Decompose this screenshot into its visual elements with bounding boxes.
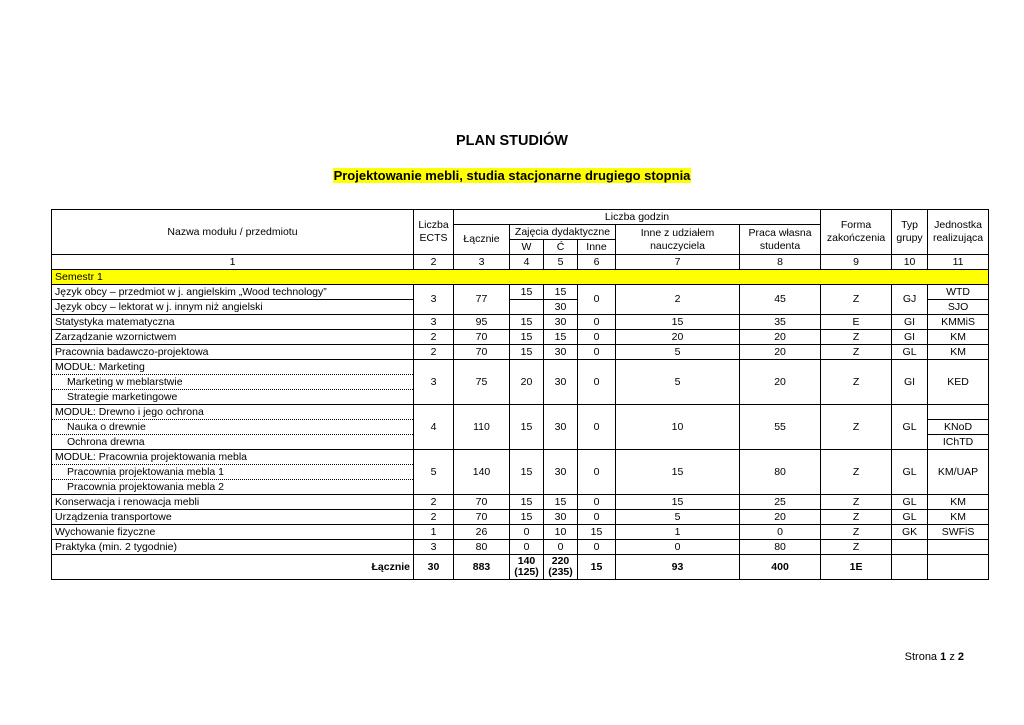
cell-udzial: 15 [616,450,740,495]
total-jednostka [928,555,989,580]
page-footer [905,651,964,663]
footer-total: 2 [957,651,964,663]
cell-inne: 15 [578,525,616,540]
cell-ects: 3 [414,285,454,315]
subject-name: Praktyka (min. 2 tygodnie) [52,540,414,555]
cell-lacznie: 70 [454,495,510,510]
cell-jednostka: KM [928,330,989,345]
cell-c: 0 [544,540,578,555]
table-row [52,495,989,510]
cell-forma: E [821,315,892,330]
cell-praca: 80 [740,540,821,555]
col-num: 2 [414,255,454,270]
total-w [510,555,544,580]
cell-forma: Z [821,285,892,315]
subject-name: Pracownia projektowania mebla 2 [52,480,414,495]
total-c-paren: (235) [548,566,573,578]
col-num: 4 [510,255,544,270]
header-inne: Inne [578,240,616,255]
cell-typ: GL [892,450,928,495]
cell-w: 15 [510,345,544,360]
cell-jednostka: IChTD [928,435,989,450]
col-num: 1 [52,255,414,270]
cell-inne: 0 [578,330,616,345]
col-num: 3 [454,255,510,270]
cell-udzial: 10 [616,405,740,450]
header-jednostka: Jednostka realizująca [928,210,989,255]
cell-c: 30 [544,405,578,450]
header-ects: Liczba ECTS [414,210,454,255]
cell-jednostka: KM [928,510,989,525]
cell-typ: GL [892,345,928,360]
cell-praca: 20 [740,345,821,360]
col-num: 8 [740,255,821,270]
semester-label: Semestr 1 [52,270,989,285]
program-subtitle-text: Projektowanie mebli, studia stacjonarne drugiego stopnia [333,168,691,183]
module-row [52,360,989,375]
cell-typ [892,540,928,555]
cell-typ: GL [892,510,928,525]
cell-forma: Z [821,495,892,510]
cell-inne: 0 [578,405,616,450]
cell-jednostka: KNoD [928,420,989,435]
header-zajecia: Zajęcia dydaktyczne [510,225,616,240]
cell-w: 20 [510,360,544,405]
column-number-row [52,255,989,270]
cell-c: 30 [544,510,578,525]
cell-udzial: 2 [616,285,740,315]
header-liczba-godzin: Liczba godzin [454,210,821,225]
cell-udzial: 20 [616,330,740,345]
cell-jednostka: KM/UAP [928,450,989,495]
cell-w: 15 [510,315,544,330]
cell-forma: Z [821,540,892,555]
header-typ: Typ grupy [892,210,928,255]
subject-name: Wychowanie fizyczne [52,525,414,540]
cell-lacznie: 70 [454,510,510,525]
col-num: 10 [892,255,928,270]
header-praca: Praca własna studenta [740,225,821,255]
total-lacznie: 883 [454,555,510,580]
subject-name: Statystyka matematyczna [52,315,414,330]
cell-ects: 4 [414,405,454,450]
total-w-value: 140 [517,555,536,567]
cell-typ: GJ [892,285,928,315]
total-w-paren: (125) [514,566,539,578]
cell-ects: 3 [414,315,454,330]
cell-jednostka [928,540,989,555]
module-row [52,450,989,465]
subject-name: Pracownia projektowania mebla 1 [52,465,414,480]
cell-praca: 20 [740,360,821,405]
cell-ects: 2 [414,495,454,510]
header-c: Ć [544,240,578,255]
cell-forma: Z [821,450,892,495]
cell-c: 15 [544,285,578,300]
cell-w: 15 [510,495,544,510]
table-row [52,540,989,555]
cell-lacznie: 26 [454,525,510,540]
total-typ [892,555,928,580]
cell-typ: GI [892,330,928,345]
cell-w: 15 [510,405,544,450]
cell-w: 0 [510,525,544,540]
cell-udzial: 5 [616,360,740,405]
total-c [544,555,578,580]
cell-inne: 0 [578,540,616,555]
cell-praca: 20 [740,510,821,525]
cell-jednostka: SJO [928,300,989,315]
cell-ects: 2 [414,345,454,360]
cell-ects: 2 [414,330,454,345]
table-row [52,525,989,540]
cell-praca: 25 [740,495,821,510]
header-w: W [510,240,544,255]
total-udzial: 93 [616,555,740,580]
cell-inne: 0 [578,495,616,510]
total-forma: 1E [821,555,892,580]
cell-inne: 0 [578,315,616,330]
cell-typ: GL [892,405,928,450]
header-inne-udzial: Inne z udziałem nauczyciela [616,225,740,255]
subject-name: Marketing w meblarstwie [52,375,414,390]
cell-jednostka: WTD [928,285,989,300]
col-num: 11 [928,255,989,270]
cell-inne: 0 [578,360,616,405]
module-name: MODUŁ: Marketing [52,360,414,375]
cell-w: 0 [510,540,544,555]
cell-jednostka: KM [928,495,989,510]
cell-w: 15 [510,330,544,345]
cell-w: 15 [510,450,544,495]
cell-forma: Z [821,360,892,405]
header-forma: Forma zakończenia [821,210,892,255]
subject-name: Pracownia badawczo-projektowa [52,345,414,360]
cell-praca: 0 [740,525,821,540]
total-praca: 400 [740,555,821,580]
cell-jednostka: KM [928,345,989,360]
cell-c: 15 [544,495,578,510]
cell-typ: GI [892,315,928,330]
cell-inne: 0 [578,345,616,360]
cell-ects: 3 [414,360,454,405]
col-num: 7 [616,255,740,270]
cell-praca: 45 [740,285,821,315]
cell-c: 15 [544,330,578,345]
col-num: 5 [544,255,578,270]
cell-praca: 80 [740,450,821,495]
total-row [52,555,989,580]
subject-name: Język obcy – lektorat w j. innym niż angielski [52,300,414,315]
subject-name: Język obcy – przedmiot w j. angielskim „Wood technology” [52,285,414,300]
cell-praca: 55 [740,405,821,450]
cell-w [510,300,544,315]
cell-w: 15 [510,285,544,300]
cell-ects: 3 [414,540,454,555]
subject-name: Urządzenia transportowe [52,510,414,525]
cell-udzial: 5 [616,345,740,360]
subject-name: Ochrona drewna [52,435,414,450]
cell-udzial: 15 [616,315,740,330]
subject-name: Nauka o drewnie [52,420,414,435]
cell-lacznie: 140 [454,450,510,495]
cell-inne: 0 [578,510,616,525]
cell-lacznie: 95 [454,315,510,330]
cell-jednostka: KED [928,360,989,405]
footer-page: 1 [940,651,947,663]
cell-praca: 35 [740,315,821,330]
cell-forma: Z [821,510,892,525]
header-name: Nazwa modułu / przedmiotu [52,210,414,255]
footer-of: z [949,651,955,663]
cell-lacznie: 75 [454,360,510,405]
module-name: MODUŁ: Pracownia projektowania mebla [52,450,414,465]
cell-forma: Z [821,330,892,345]
cell-forma: Z [821,525,892,540]
program-subtitle [0,167,1024,185]
cell-ects: 1 [414,525,454,540]
cell-lacznie: 110 [454,405,510,450]
cell-forma: Z [821,405,892,450]
subject-name: Zarządzanie wzornictwem [52,330,414,345]
subject-name: Konserwacja i renowacja mebli [52,495,414,510]
header-row-1 [52,210,989,225]
cell-lacznie: 80 [454,540,510,555]
cell-jednostka: KMMiS [928,315,989,330]
cell-c: 30 [544,300,578,315]
subject-name: Strategie marketingowe [52,390,414,405]
table-row [52,510,989,525]
module-name: MODUŁ: Drewno i jego ochrona [52,405,414,420]
cell-ects: 2 [414,510,454,525]
table-row [52,345,989,360]
header-lacznie: Łącznie [454,225,510,255]
cell-udzial: 0 [616,540,740,555]
cell-w: 15 [510,510,544,525]
total-inne: 15 [578,555,616,580]
cell-typ: GI [892,360,928,405]
total-ects: 30 [414,555,454,580]
cell-forma: Z [821,345,892,360]
cell-typ: GK [892,525,928,540]
table-row [52,330,989,345]
col-num: 6 [578,255,616,270]
module-row [52,405,989,420]
cell-udzial: 5 [616,510,740,525]
cell-c: 30 [544,345,578,360]
cell-c: 30 [544,360,578,405]
cell-praca: 20 [740,330,821,345]
cell-lacznie: 70 [454,345,510,360]
study-plan-table [51,209,989,580]
cell-inne: 0 [578,450,616,495]
footer-prefix: Strona [904,651,938,663]
cell-c: 30 [544,450,578,495]
cell-c: 30 [544,315,578,330]
cell-inne: 0 [578,285,616,315]
cell-jednostka: SWFiS [928,525,989,540]
cell-typ: GL [892,495,928,510]
semester-row [52,270,989,285]
cell-lacznie: 70 [454,330,510,345]
total-label: Łącznie [52,555,414,580]
col-num: 9 [821,255,892,270]
cell-c: 10 [544,525,578,540]
page-title: PLAN STUDIÓW [456,133,568,149]
table-row [52,315,989,330]
cell-lacznie: 77 [454,285,510,315]
total-c-value: 220 [551,555,570,567]
cell-jednostka [928,405,989,420]
cell-udzial: 1 [616,525,740,540]
table-row [52,285,989,300]
cell-udzial: 15 [616,495,740,510]
cell-ects: 5 [414,450,454,495]
